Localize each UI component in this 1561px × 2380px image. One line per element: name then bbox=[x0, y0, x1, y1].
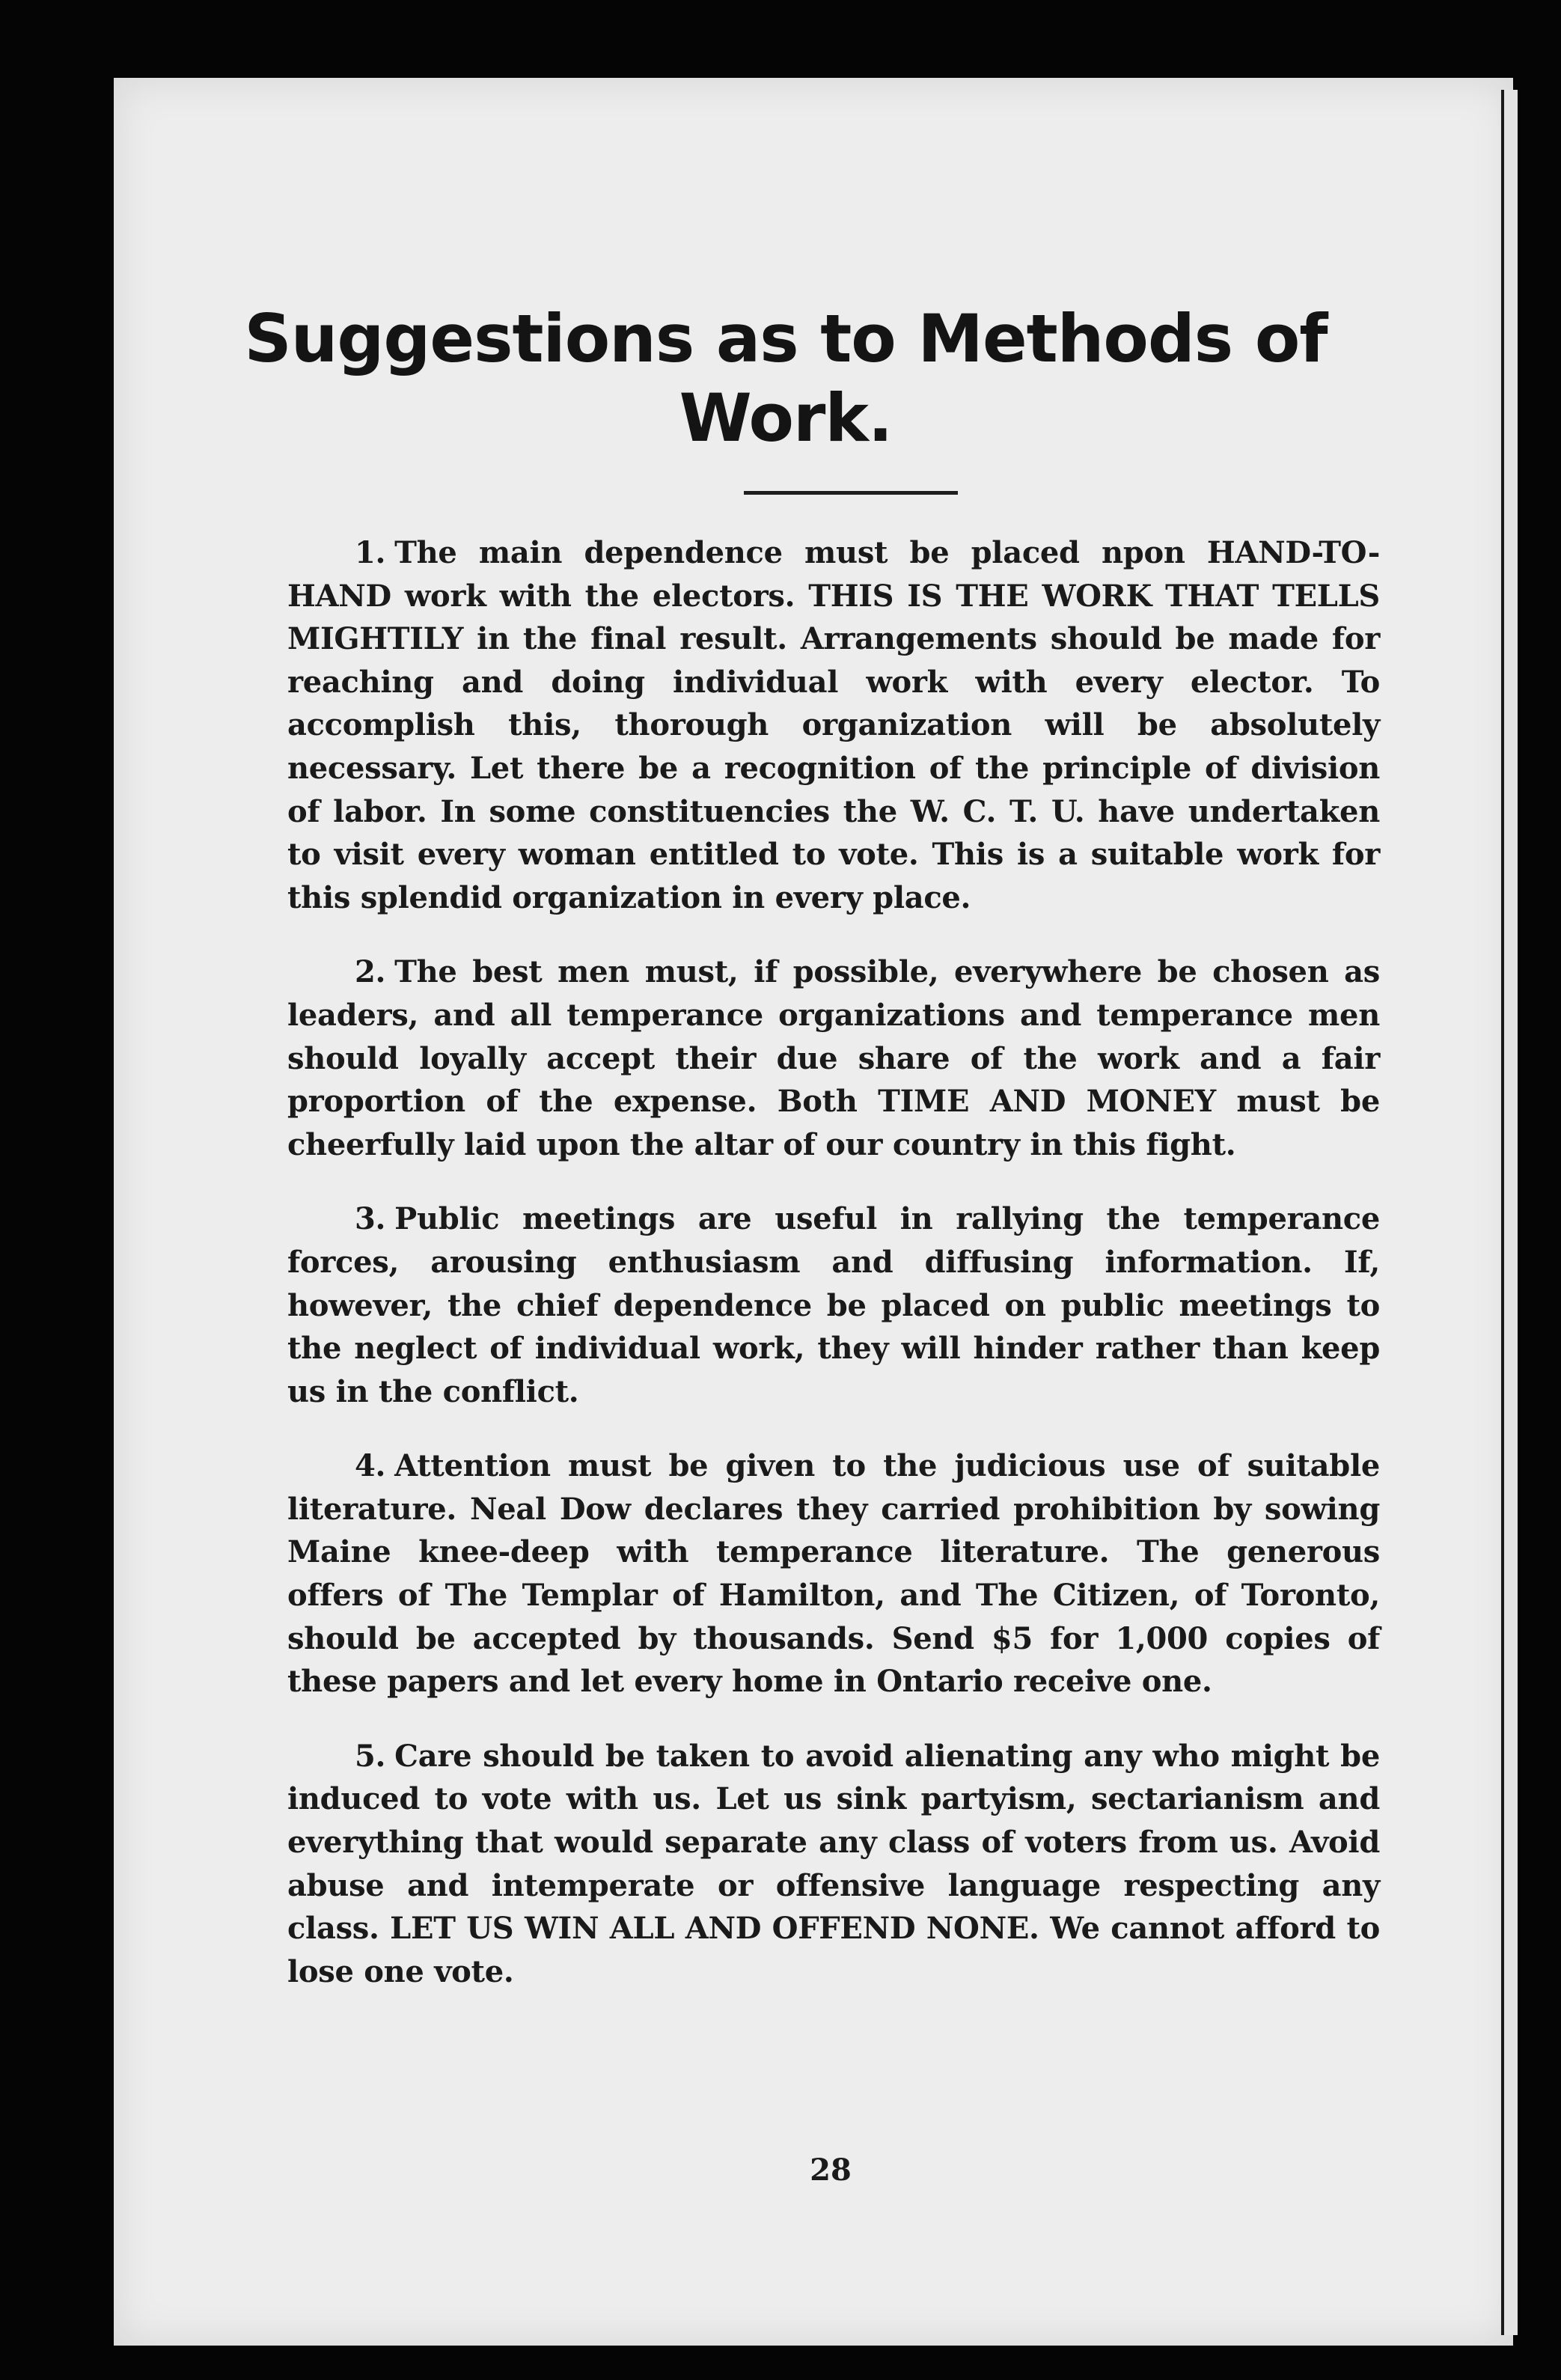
paragraph-number: 1. bbox=[355, 535, 386, 570]
paragraph-3 bbox=[287, 1197, 1380, 1413]
paragraph-text: The main dependence must be placed npon HAND-TO-HAND work with the electors. THIS IS THE WORK THAT TELLS MIGHTILY in the final result. Arrangements should be made for reaching and doing individual work with every elector. To accomplish this, thorough organization will be absolutely necessary. Let there be a recognition of the principle of division of labor. In some constituencies the W. C. T. U. have undertaken to visit every woman entitled to vote. This is a suitable work for this splendid organization in every place. bbox=[287, 535, 1380, 915]
paragraph-text: The best men must, if possible, everywhere be chosen as leaders, and all temperance organizations and temperance men should loyally accept their due share of the work and a fair proportion of the expense. Both TIME AND MONEY must be cheerfully laid upon the altar of our country in this fight. bbox=[287, 954, 1380, 1162]
page-title: Suggestions as to Methods of Work. bbox=[244, 300, 1328, 457]
paragraph-number: 3. bbox=[355, 1201, 386, 1237]
paragraph-text: Public meetings are useful in rallying the temperance forces, arousing enthusiasm and diffusing information. If, however, the chief dependence be placed on public meetings to the neglect of individual work, they will hinder rather than keep us in the conflict. bbox=[287, 1201, 1380, 1409]
paragraph-2 bbox=[287, 951, 1380, 1166]
paragraph-1 bbox=[287, 531, 1380, 919]
body-text bbox=[287, 531, 1380, 2024]
paragraph-number: 4. bbox=[355, 1448, 386, 1484]
paragraph-text: Attention must be given to the judicious use of suitable literature. Neal Dow declares they carried prohibition by sowing Maine knee-deep with temperance literature. The generous offers of The Templar of Hamilton, and The Citizen, of Toronto, should be accepted by thousands. Send $5 for 1,000 copies of these papers and let every home in Ontario receive one. bbox=[287, 1448, 1380, 1700]
paragraph-number: 5. bbox=[355, 1738, 386, 1774]
paragraph-4 bbox=[287, 1444, 1380, 1703]
title-rule bbox=[744, 491, 958, 495]
paragraph-number: 2. bbox=[355, 954, 386, 990]
paragraph-text: Care should be taken to avoid alienating any who might be induced to vote with us. Let us sink partyism, sectarianism and everything that would separate any class of voters from us. Avoid abuse and intemperate or offensive language respecting any class. LET US WIN ALL AND OFFEND NONE. We cannot afford to lose one vote. bbox=[287, 1738, 1380, 1989]
paragraph-5 bbox=[287, 1735, 1380, 1994]
adjacent-page-edge bbox=[1501, 90, 1518, 2335]
page-number: 28 bbox=[810, 2152, 852, 2188]
